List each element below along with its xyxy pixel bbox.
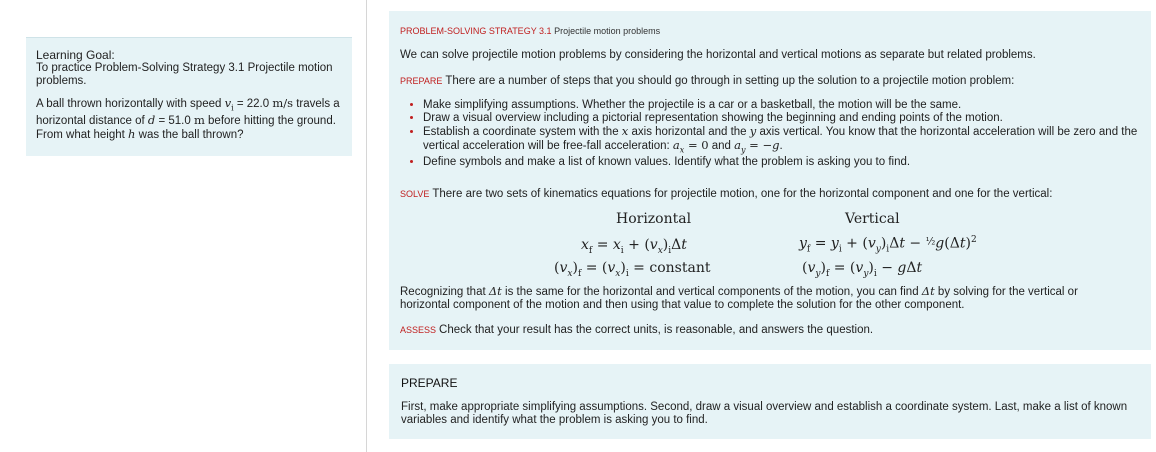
prepare-title: PREPARE (401, 376, 458, 390)
assess-step: ASSESS Check that your result has the correct units, is reasonable, and answers the question. (400, 324, 874, 336)
strategy-title: PROBLEM-SOLVING STRATEGY 3.1 Projectile motion problems (400, 26, 661, 36)
kinematics-equations (389, 209, 1151, 289)
vertical-velocity-equation: $(v_y)_f = (v_y)_i - g\Delta t$ (802, 260, 923, 279)
prepare-text: First, make appropriate simplifying assumptions. Second, draw a visual overview and establish a coordinate system. Last, make a list of known variables and identify what the problem is asking you to find. (401, 401, 1128, 426)
learning-goal-panel (26, 37, 352, 156)
prepare-hint-panel (389, 364, 1151, 439)
horizontal-heading: Horizontal (616, 211, 692, 227)
list-item: • Draw a visual overview including a pictorial representation showing the beginning and ending points of the motion. (423, 112, 1151, 125)
problem-question: A ball thrown horizontally with speed $v_i = 22.0$ m/s travels a horizontal distance of d = 51.0 m before hitting the ground. From what height h was the ball thrown? (36, 96, 340, 142)
prepare-steps-list (400, 99, 1151, 169)
list-item: • Make simplifying assumptions. Whether the projectile is a car or a basketball, the motion will be the same. (423, 99, 1151, 112)
vertical-heading: Vertical (845, 211, 900, 227)
list-item: • Define symbols and make a list of known values. Identify what the problem is asking you to find. (423, 156, 1151, 169)
learning-goal-title: Learning Goal: (36, 48, 115, 62)
vertical-position-equation: $y_f = y_i + (v_y)_i\Delta t - ^{\frac{1}{2}}g(\Delta t)^2$ (799, 235, 977, 255)
list-item: • Establish a coordinate system with the x axis horizontal and the y axis vertical. You know that the horizontal acceleration will be zero and the vertical acceleration will be free-fall acceleration: $a_x = 0$ and $a_y = -g$. (423, 125, 1151, 156)
column-divider (366, 0, 367, 452)
solve-step: SOLVE There are two sets of kinematics equations for projectile motion, one for the horizontal component and one for the vertical: (400, 188, 1053, 200)
strategy-intro: We can solve projectile motion problems by considering the horizontal and vertical motions as separate but related problems. (400, 49, 1036, 61)
recognizing-text: Recognizing that Δt is the same for the horizontal and vertical components of the motion, you can find Δt by solving for the vertical or horizontal component of the motion and then using that value to complete the solution for the other component. (400, 284, 1078, 311)
horizontal-position-equation: $x_f = x_i + (v_x)_i\Delta t$ (581, 237, 687, 256)
strategy-panel (389, 11, 1151, 350)
learning-goal-text: To practice Problem-Solving Strategy 3.1 Projectile motion problems. (36, 62, 333, 87)
horizontal-velocity-equation: $(v_x)_f = (v_x)_i$ = constant (554, 260, 711, 279)
prepare-step: PREPARE There are a number of steps that you should go through in setting up the solution to a projectile motion problem: (400, 75, 1015, 87)
